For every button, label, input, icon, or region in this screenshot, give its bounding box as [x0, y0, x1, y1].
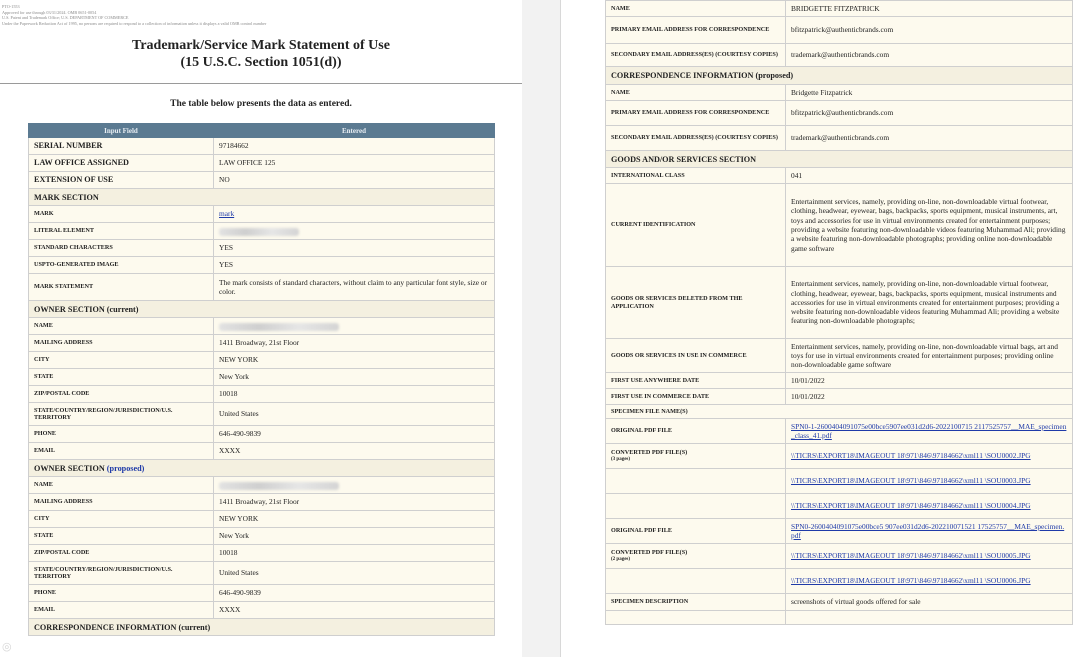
paperwork-notice: Under the Paperwork Reduction Act of 1995, no persons are required to respond to a collection of information unless it displays a valid OMB control number	[2, 20, 267, 26]
city-value: NEW YORK	[214, 352, 495, 369]
goods-in-use-label: GOODS OR SERVICES IN USE IN COMMERCE	[606, 339, 786, 373]
owner-current-section-title	[29, 301, 495, 318]
first-commerce-label: FIRST USE IN COMMERCE DATE	[606, 389, 786, 405]
international-class-value: 041	[786, 168, 1073, 184]
omb-approval-line: Approved for use through 03/31/2024. OMB 0651-0054	[2, 9, 97, 15]
correspondence-heading: CORRESPONDENCE INFORMATION	[611, 71, 754, 80]
omb-header-notice	[2, 4, 332, 26]
table-row	[29, 369, 495, 386]
phone-label: PHONE	[29, 426, 214, 443]
table-row	[29, 426, 495, 443]
primary-email-value: bfitzpatrick@authenticbrands.com	[786, 17, 1073, 44]
current-tag: (current)	[106, 304, 139, 314]
standard-characters-label: STANDARD CHARACTERS	[29, 240, 214, 257]
primary-email-label: PRIMARY EMAIL ADDRESS FOR CORRESPONDENCE	[606, 101, 786, 126]
table-row	[29, 335, 495, 352]
first-commerce-value: 10/01/2022	[786, 389, 1073, 405]
zip-label: ZIP/POSTAL CODE	[29, 386, 214, 403]
table-row	[606, 373, 1073, 389]
converted-pdf-label: CONVERTED PDF FILE(S)	[611, 448, 688, 456]
table-row	[29, 206, 495, 223]
current-tag: (current)	[178, 622, 211, 632]
correspondence-proposed-section-row	[606, 67, 1073, 85]
title-divider	[0, 83, 522, 84]
goods-services-section-title: GOODS AND/OR SERVICES SECTION	[606, 151, 1073, 168]
table-row	[606, 405, 1073, 419]
specimen-description-value: screenshots of virtual goods offered for sale	[786, 594, 1073, 611]
original-pdf-link[interactable]: SPN0-2600404091075e00bce5 907ee031d2d6-202210071521 17525757__MAE_specimen.pdf	[791, 521, 1065, 540]
specimen-file-names-label: SPECIMEN FILE NAME(S)	[606, 405, 1073, 419]
correspondent-name-label: NAME	[606, 85, 786, 101]
uspto-image-value: YES	[214, 257, 495, 274]
proposed-tag: (proposed)	[755, 71, 794, 80]
table-row	[606, 168, 1073, 184]
table-row	[606, 389, 1073, 405]
owner-proposed-section-title	[29, 460, 495, 477]
primary-email-label: PRIMARY EMAIL ADDRESS FOR CORRESPONDENCE	[606, 17, 786, 44]
country-value: United States	[214, 562, 495, 585]
zip-value: 10018	[214, 386, 495, 403]
table-row	[29, 511, 495, 528]
correspondent-name-value: Bridgette Fitzpatrick	[786, 85, 1073, 101]
secondary-email-label: SECONDARY EMAIL ADDRESS(ES) (COURTESY COPIES)	[606, 126, 786, 151]
secondary-email-value: trademark@authenticbrands.com	[786, 44, 1073, 67]
correspondent-name-label: NAME	[606, 1, 786, 17]
law-office-label: LAW OFFICE ASSIGNED	[29, 155, 214, 172]
specimen-description-label: SPECIMEN DESCRIPTION	[606, 594, 786, 611]
city-label: CITY	[29, 511, 214, 528]
table-row	[606, 267, 1073, 339]
mark-link[interactable]: mark	[219, 209, 235, 219]
zip-value: 10018	[214, 545, 495, 562]
table-row	[29, 274, 495, 301]
mark-section-row	[29, 189, 495, 206]
state-value: New York	[214, 369, 495, 386]
uspto-image-label: USPTO-GENERATED IMAGE	[29, 257, 214, 274]
table-row	[29, 138, 495, 155]
mark-section-title: MARK SECTION	[29, 189, 495, 206]
table-row	[29, 403, 495, 426]
goods-deleted-value: Entertainment services, namely, providing on-line, non-downloadable virtual footwear, clothing, headwear, eyewear, bags, backpacks, sports equipment, musical instruments and accessories for use in virtual environments created for entertainment purposes; providing a website featuring non-downloadable videos featuring Muhammad Ali; providing a website featuring non-downloadable photographs;	[786, 267, 1073, 339]
state-value: New York	[214, 528, 495, 545]
form-number: PTO-1553	[2, 4, 20, 9]
table-row	[606, 519, 1073, 544]
converted-pdf-label-cell	[606, 544, 786, 569]
phone-value: 646-490-9839	[214, 585, 495, 602]
table-row	[606, 569, 1073, 594]
current-identification-value: Entertainment services, namely, providing on-line, non-downloadable virtual footwear, clothing, headwear, eyewear, bags, backpacks, sports equipment, musical instruments, art, toys and accessories for use in virtual environments created for entertainment purposes; providing a website featuring non-downloadable videos featuring Muhammad Ali; providing a website featuring non-downloadable photographs; providing online non-downloadable game software	[786, 184, 1073, 267]
table-row	[29, 545, 495, 562]
mark-statement-label: MARK STATEMENT	[29, 274, 214, 301]
converted-pdf-label-cell	[606, 444, 786, 469]
correspondence-heading: CORRESPONDENCE INFORMATION	[34, 622, 177, 632]
extension-value: NO	[214, 172, 495, 189]
statement-of-use-table-continued	[605, 0, 1073, 625]
owner-name-label: NAME	[29, 318, 214, 335]
international-class-label: INTERNATIONAL CLASS	[606, 168, 786, 184]
table-row	[606, 469, 1073, 494]
correspondence-current-section-title	[29, 619, 495, 636]
mailing-address-value: 1411 Broadway, 21st Floor	[214, 335, 495, 352]
document-title	[0, 37, 522, 71]
serial-number-label: SERIAL NUMBER	[29, 138, 214, 155]
first-use-value: 10/01/2022	[786, 373, 1073, 389]
country-label: STATE/COUNTRY/REGION/JURISDICTION/U.S. TERRITORY	[29, 403, 214, 426]
converted-file-link[interactable]: \\TICRS\EXPORT18\IMAGEOUT 18\971\846\97184662\xml11 \SOU0003.JPG	[791, 476, 1031, 486]
email-value: XXXX	[214, 443, 495, 460]
table-row	[29, 155, 495, 172]
header-input-field: Input Field	[29, 124, 214, 138]
goods-services-section-row	[606, 151, 1073, 168]
original-pdf-link[interactable]: SPN0-1-2600404091075e00bce5907ee031d2d6-2022100715 2117525757__MAE_specimen_class_41.pdf	[791, 421, 1067, 440]
table-row	[606, 494, 1073, 519]
mailing-address-label: MAILING ADDRESS	[29, 494, 214, 511]
intro-text: The table below presents the data as entered.	[170, 99, 352, 109]
watermark-logo: ◎	[2, 641, 12, 653]
table-row	[29, 386, 495, 403]
converted-pdf-label: CONVERTED PDF FILE(S)	[611, 548, 688, 556]
table-row	[606, 594, 1073, 611]
email-value: XXXX	[214, 602, 495, 619]
correspondent-name-value: BRIDGETTE FITZPATRICK	[786, 1, 1073, 17]
title-line-1: Trademark/Service Mark Statement of Use	[132, 38, 390, 53]
table-row	[606, 544, 1073, 569]
mailing-address-value: 1411 Broadway, 21st Floor	[214, 494, 495, 511]
zip-label: ZIP/POSTAL CODE	[29, 545, 214, 562]
page-count-note: (3 pages)	[611, 457, 631, 462]
correspondence-current-section-row	[29, 619, 495, 636]
owner-section-heading: OWNER SECTION	[34, 463, 105, 473]
table-row	[29, 352, 495, 369]
phone-label: PHONE	[29, 585, 214, 602]
mark-label: MARK	[29, 206, 214, 223]
secondary-email-label: SECONDARY EMAIL ADDRESS(ES) (COURTESY COPIES)	[606, 44, 786, 67]
primary-email-value: bfitzpatrick@authenticbrands.com	[786, 101, 1073, 126]
extension-label: EXTENSION OF USE	[29, 172, 214, 189]
page-count-note: (2 pages)	[611, 557, 631, 562]
table-row	[29, 172, 495, 189]
table-row	[606, 101, 1073, 126]
first-use-label: FIRST USE ANYWHERE DATE	[606, 373, 786, 389]
city-label: CITY	[29, 352, 214, 369]
table-row	[29, 443, 495, 460]
table-row	[29, 528, 495, 545]
email-label: EMAIL	[29, 602, 214, 619]
table-row	[606, 44, 1073, 67]
redacted-owner-name	[219, 323, 339, 331]
redacted-literal-element	[219, 228, 299, 236]
original-pdf-label: ORIGINAL PDF FILE	[606, 519, 786, 544]
converted-file-link[interactable]: \\TICRS\EXPORT18\IMAGEOUT 18\971\846\97184662\xml11 \SOU0002.JPG	[791, 451, 1031, 461]
law-office-value: LAW OFFICE 125	[214, 155, 495, 172]
phone-value: 646-490-9839	[214, 426, 495, 443]
table-row	[29, 240, 495, 257]
table-row	[606, 85, 1073, 101]
table-row	[29, 318, 495, 335]
table-row	[606, 1, 1073, 17]
table-row	[29, 477, 495, 494]
owner-name-label: NAME	[29, 477, 214, 494]
owner-current-section-row	[29, 301, 495, 318]
left-document-page	[0, 0, 522, 657]
table-row	[606, 184, 1073, 267]
standard-characters-value: YES	[214, 240, 495, 257]
mailing-address-label: MAILING ADDRESS	[29, 335, 214, 352]
table-row	[606, 419, 1073, 444]
mark-statement-value: The mark consists of standard characters, without claim to any particular font style, size or color.	[214, 274, 495, 301]
city-value: NEW YORK	[214, 511, 495, 528]
converted-file-link[interactable]: \\TICRS\EXPORT18\IMAGEOUT 18\971\846\97184662\xml11 \SOU0006.JPG	[791, 576, 1031, 586]
table-row	[29, 223, 495, 240]
literal-element-label: LITERAL ELEMENT	[29, 223, 214, 240]
title-line-2: (15 U.S.C. Section 1051(d))	[180, 55, 342, 70]
goods-in-use-value: Entertainment services, namely, providing on-line, non-downloadable virtual bags, art and toys for use in virtual environments created for entertainment purposes; providing online non-downloadable game software	[786, 339, 1073, 373]
table-row	[29, 562, 495, 585]
table-header-row	[29, 124, 495, 138]
state-label: STATE	[29, 528, 214, 545]
goods-deleted-label: GOODS OR SERVICES DELETED FROM THE APPLICATION	[606, 267, 786, 339]
redacted-owner-name	[219, 482, 339, 490]
serial-number-value: 97184662	[214, 138, 495, 155]
correspondence-proposed-section-title	[606, 67, 1073, 85]
secondary-email-value: trademark@authenticbrands.com	[786, 126, 1073, 151]
table-row	[606, 17, 1073, 44]
table-row	[606, 126, 1073, 151]
table-row	[606, 611, 1073, 625]
table-row	[29, 602, 495, 619]
agency-line: U.S. Patent and Trademark Office; U.S. DEPARTMENT OF COMMERCE	[2, 15, 129, 21]
current-identification-label: CURRENT IDENTIFICATION	[606, 184, 786, 267]
original-pdf-label: ORIGINAL PDF FILE	[606, 419, 786, 444]
header-entered: Entered	[214, 124, 495, 138]
table-row	[29, 585, 495, 602]
converted-file-link[interactable]: \\TICRS\EXPORT18\IMAGEOUT 18\971\846\97184662\xml11 \SOU0004.JPG	[791, 501, 1031, 511]
proposed-tag: (proposed)	[106, 463, 145, 473]
email-label: EMAIL	[29, 443, 214, 460]
country-label: STATE/COUNTRY/REGION/JURISDICTION/U.S. TERRITORY	[29, 562, 214, 585]
table-row	[29, 257, 495, 274]
state-label: STATE	[29, 369, 214, 386]
converted-file-link[interactable]: \\TICRS\EXPORT18\IMAGEOUT 18\971\846\97184662\xml11 \SOU0005.JPG	[791, 551, 1031, 561]
page-gutter	[522, 0, 560, 657]
table-row	[29, 494, 495, 511]
country-value: United States	[214, 403, 495, 426]
owner-section-heading: OWNER SECTION	[34, 304, 105, 314]
statement-of-use-table	[28, 123, 495, 636]
owner-proposed-section-row	[29, 460, 495, 477]
right-document-page	[560, 0, 1080, 657]
table-row	[606, 339, 1073, 373]
table-row	[606, 444, 1073, 469]
